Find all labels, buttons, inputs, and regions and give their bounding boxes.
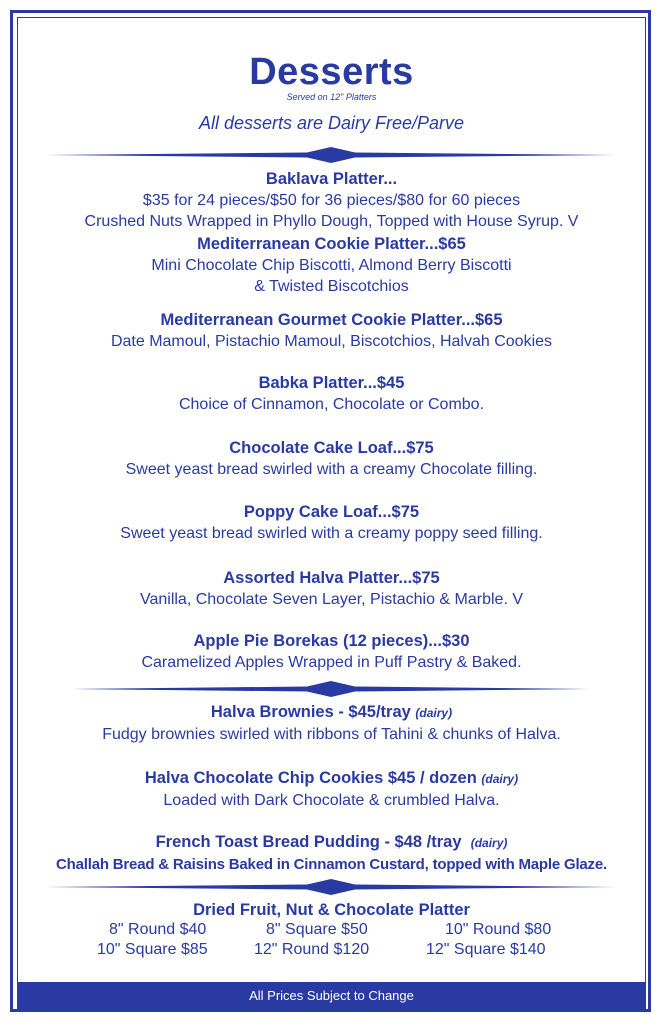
item-name: Poppy Cake Loaf...$75 <box>243 503 420 521</box>
dairy-note: (dairy) <box>415 706 453 720</box>
platter-prices <box>17 921 646 961</box>
item-desc: Crushed Nuts Wrapped in Phyllo Dough, Topped with House Syrup. V <box>84 213 579 230</box>
menu-item <box>17 768 646 811</box>
item-name: Assorted Halva Platter...$75 <box>223 569 440 587</box>
item-desc: Mini Chocolate Chip Biscotti, Almond Berry Biscotti <box>151 257 512 274</box>
subtitle: Served on 12" Platters <box>286 92 377 102</box>
item-desc: Caramelized Apples Wrapped in Puff Pastry & Baked. <box>141 654 522 671</box>
dairy-note: (dairy) <box>470 836 508 850</box>
item-name: Mediterranean Gourmet Cookie Platter...$65 <box>160 311 503 329</box>
menu-item <box>17 310 646 352</box>
menu-item <box>17 631 646 673</box>
menu-item <box>17 832 646 875</box>
menu-item <box>17 568 646 610</box>
item-desc: Challah Bread & Raisins Baked in Cinnamon Custard, topped with Maple Glaze. <box>56 856 607 873</box>
item-desc: & Twisted Biscotchios <box>254 278 409 295</box>
item-desc: Sweet yeast bread swirled with a creamy Chocolate filling. <box>125 461 538 478</box>
price-row <box>17 921 646 941</box>
item-name: Mediterranean Cookie Platter...$65 <box>197 235 466 253</box>
item-desc: Sweet yeast bread swirled with a creamy poppy seed filling. <box>120 525 543 542</box>
footer-banner: All Prices Subject to Change <box>17 982 646 1010</box>
item-title: Halva Brownies - $45/tray <box>210 703 411 721</box>
item-name: Baklava Platter... <box>265 170 398 188</box>
menu-item <box>17 502 646 544</box>
item-name <box>17 832 646 854</box>
item-title: French Toast Bread Pudding - $48 /tray <box>155 833 462 851</box>
divider-2 <box>17 679 646 699</box>
menu-item <box>17 373 646 415</box>
platter-item <box>17 900 646 921</box>
tagline: All desserts are Dairy Free/Parve <box>198 113 465 133</box>
item-name <box>17 768 646 790</box>
item-name: Dried Fruit, Nut & Chocolate Platter <box>193 901 470 919</box>
price-option: 8" Round $40 <box>109 921 207 938</box>
divider-1 <box>17 145 646 165</box>
divider-3 <box>17 877 646 897</box>
item-desc: Fudgy brownies swirled with ribbons of Tahini & chunks of Halva. <box>102 726 561 743</box>
item-name <box>17 702 646 724</box>
item-name: Chocolate Cake Loaf...$75 <box>229 439 434 457</box>
menu-item <box>17 702 646 745</box>
price-option: 12" Round $120 <box>254 941 370 958</box>
dairy-note: (dairy) <box>481 772 519 786</box>
price-row <box>17 941 646 961</box>
item-desc: Date Mamoul, Pistachio Mamoul, Biscotchios, Halvah Cookies <box>110 333 553 350</box>
menu-item <box>17 169 646 232</box>
item-desc: Loaded with Dark Chocolate & crumbled Halva. <box>163 792 500 809</box>
price-option: 8" Square $50 <box>266 921 368 938</box>
item-desc: Vanilla, Chocolate Seven Layer, Pistachio & Marble. V <box>139 591 524 608</box>
item-desc: Choice of Cinnamon, Chocolate or Combo. <box>178 396 485 413</box>
item-name: Babka Platter...$45 <box>258 374 405 392</box>
price-option: 10" Square $85 <box>97 941 208 958</box>
menu-item <box>17 234 646 297</box>
price-option: 12" Square $140 <box>426 941 546 958</box>
page-title: Desserts <box>249 51 414 93</box>
item-name: Apple Pie Borekas (12 pieces)...$30 <box>193 632 470 650</box>
item-title: Halva Chocolate Chip Cookies $45 / dozen <box>144 769 477 787</box>
price-option: 10" Round $80 <box>445 921 552 938</box>
menu-item <box>17 438 646 480</box>
item-desc: $35 for 24 pieces/$50 for 36 pieces/$80 for 60 pieces <box>142 192 521 209</box>
